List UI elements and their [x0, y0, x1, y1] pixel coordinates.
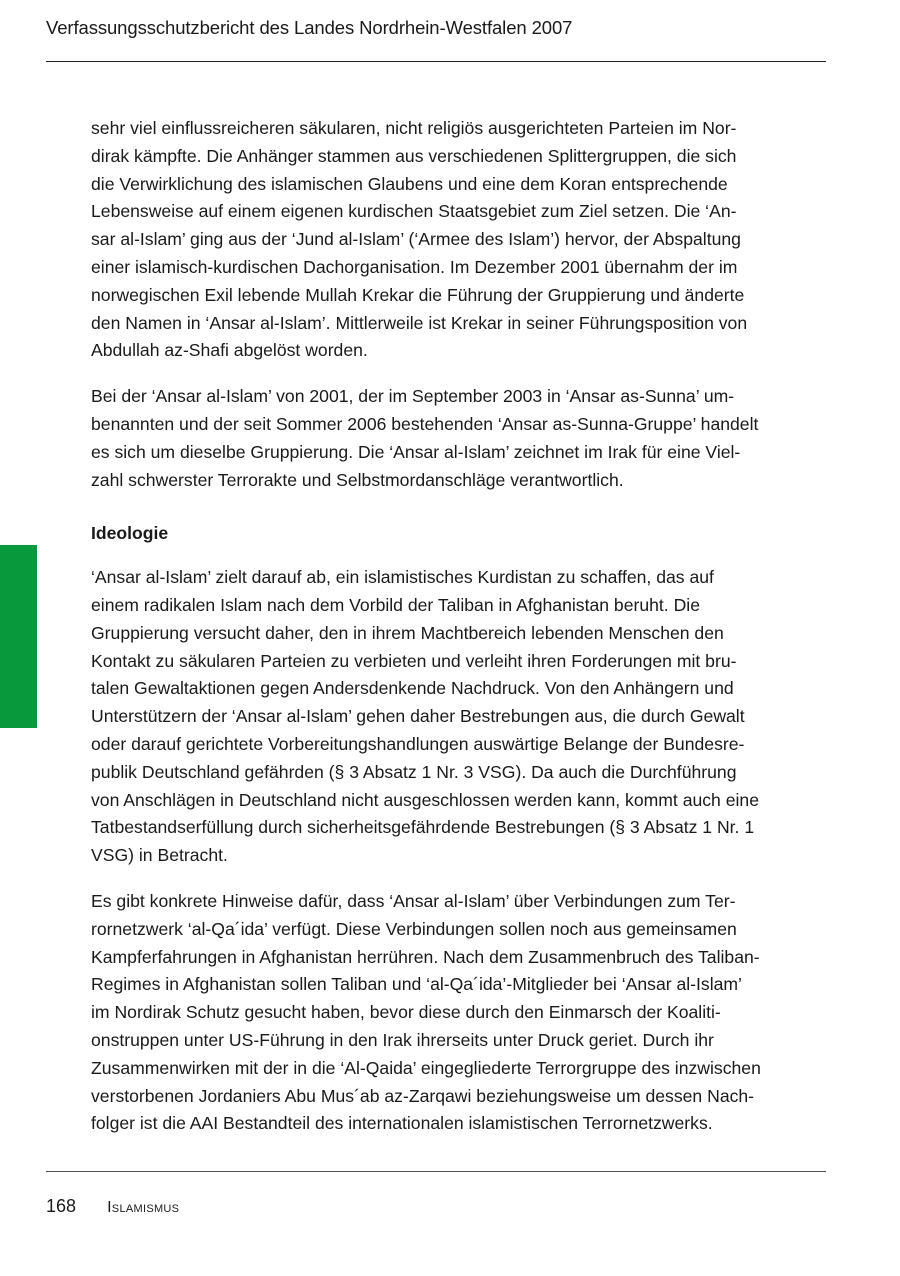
text-line: sehr viel einflussreicheren säkularen, nicht religiös ausgerichteten Parteien im Nor-	[91, 118, 737, 138]
body-paragraph-1	[91, 115, 831, 365]
text-line: publik Deutschland gefährden (§ 3 Absatz 1 Nr. 3 VSG). Da auch die Durchführung	[91, 761, 737, 782]
text-line: sar al-Islam’ ging aus der ‘Jund al-Islam’ (‘Armee des Islam’) hervor, der Abspaltung	[91, 229, 741, 250]
text-line: Bei der ‘Ansar al-Islam’ von 2001, der im September 2003 in ‘Ansar as-Sunna’ um-	[91, 386, 735, 407]
page-number: 168	[46, 1196, 77, 1216]
text-line: Kampferfahrungen in Afghanistan herrühren. Nach dem Zusammenbruch des Taliban-	[91, 946, 760, 967]
text-line: einer islamisch-kurdischen Dachorganisation. Im Dezember 2001 übernahm der im	[91, 256, 738, 277]
text-line: zahl schwerster Terrorakte und Selbstmordanschläge verantwortlich.	[91, 469, 624, 490]
header-rule	[46, 61, 826, 62]
text-line: Lebensweise auf einem eigenen kurdischen Staatsgebiet zum Ziel setzen. Die ‘An-	[91, 201, 737, 222]
text-line: talen Gewaltaktionen gegen Andersdenkende Nachdruck. Von den Anhängern und	[91, 678, 734, 699]
section-paragraph-2	[91, 888, 831, 1138]
text-line: Zusammenwirken mit der in die ‘Al-Qaida’ eingegliederte Terrorgruppe des inzwischen	[91, 1057, 761, 1078]
text-line: oder darauf gerichtete Vorbereitungshandlungen auswärtige Belange der Bundesre-	[91, 733, 745, 754]
text-line: norwegischen Exil lebende Mullah Krekar die Führung der Gruppierung und änderte	[91, 284, 745, 305]
text-line: Kontakt zu säkularen Parteien zu verbieten und verleiht ihren Forderungen mit bru-	[91, 650, 737, 671]
text-line: den Namen in ‘Ansar al-Islam’. Mittlerweile ist Krekar in seiner Führungsposition von	[91, 312, 748, 333]
text-line: Tatbestandserfüllung durch sicherheitsgefährdende Bestrebungen (§ 3 Absatz 1 Nr. 1	[91, 817, 755, 838]
footer-section-label: Islamismus	[107, 1199, 180, 1216]
body-paragraph-2	[91, 383, 831, 494]
text-line: Gruppierung versucht daher, den in ihrem Machtbereich lebenden Menschen den	[91, 622, 724, 643]
text-line: benannten und der seit Sommer 2006 bestehenden ‘Ansar as-Sunna-Gruppe’ handelt	[91, 413, 759, 434]
text-line: es sich um dieselbe Gruppierung. Die ‘Ansar al-Islam’ zeichnet im Irak für eine Viel-	[91, 441, 741, 462]
page-body	[91, 115, 831, 1156]
text-line: im Nordirak Schutz gesucht haben, bevor diese durch den Einmarsch der Koaliti-	[91, 1002, 721, 1023]
text-line: folger ist die AAI Bestandteil des internationalen islamistischen Terrornetzwerks.	[91, 1113, 713, 1134]
section-paragraph-1	[91, 564, 831, 870]
text-line: ‘Ansar al-Islam’ zielt darauf ab, ein islamistisches Kurdistan zu schaffen, das auf	[91, 567, 714, 588]
chapter-side-tab	[0, 545, 37, 728]
section-heading: Ideologie	[91, 523, 169, 544]
running-header: Verfassungsschutzbericht des Landes Nordrhein-Westfalen 2007	[46, 17, 573, 38]
text-line: von Anschlägen in Deutschland nicht ausgeschlossen werden kann, kommt auch eine	[91, 789, 759, 810]
text-line: dirak kämpfte. Die Anhänger stammen aus verschiedenen Splittergruppen, die sich	[91, 145, 737, 166]
text-line: rornetzwerk ‘al-Qa´ida’ verfügt. Diese Verbindungen sollen noch aus gemeinsamen	[91, 918, 737, 939]
text-line: onstruppen unter US-Führung in den Irak ihrerseits unter Druck geriet. Durch ihr	[91, 1029, 714, 1050]
text-line: VSG) in Betracht.	[91, 845, 228, 866]
text-line: Regimes in Afghanistan sollen Taliban und ‘al-Qa´ida’-Mitglieder bei ‘Ansar al-Islam’	[91, 974, 742, 995]
text-line: die Verwirklichung des islamischen Glaubens und eine dem Koran entsprechende	[91, 173, 728, 194]
text-line: verstorbenen Jordaniers Abu Mus´ab az-Zarqawi beziehungsweise um dessen Nach-	[91, 1085, 755, 1106]
text-line: einem radikalen Islam nach dem Vorbild der Taliban in Afghanistan beruht. Die	[91, 594, 700, 615]
page-footer	[46, 1196, 179, 1217]
text-line: Abdullah az-Shafi abgelöst worden.	[91, 340, 368, 361]
text-line: Es gibt konkrete Hinweise dafür, dass ‘Ansar al-Islam’ über Verbindungen zum Ter-	[91, 890, 736, 911]
text-line: Unterstützern der ‘Ansar al-Islam’ gehen daher Bestrebungen aus, die durch Gewalt	[91, 706, 745, 727]
footer-rule	[46, 1171, 826, 1172]
